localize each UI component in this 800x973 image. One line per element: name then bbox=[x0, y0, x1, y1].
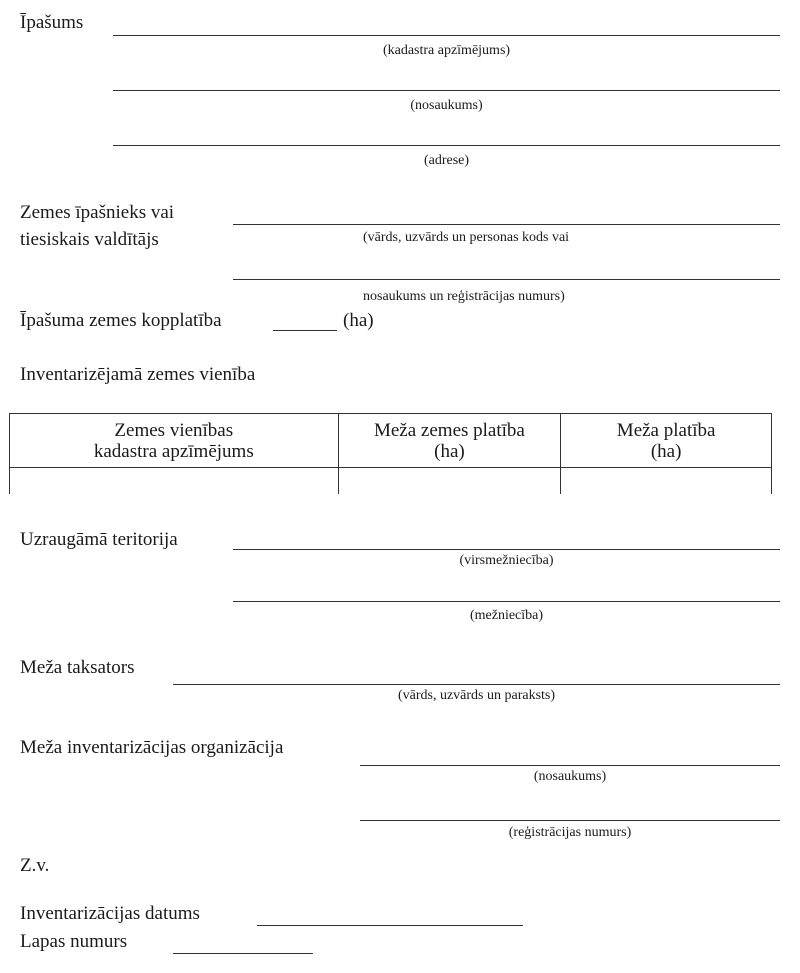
table-cell-forest-land-area[interactable] bbox=[338, 468, 561, 495]
total-area-unit: (ha) bbox=[343, 310, 374, 331]
property-name-caption: (nosaukums) bbox=[410, 98, 483, 113]
total-area-label: Īpašuma zemes kopplatība bbox=[20, 310, 222, 331]
table-header-row bbox=[10, 414, 772, 468]
territory-label: Uzraugāmā teritorija bbox=[20, 529, 178, 550]
table-cell-forest-area[interactable] bbox=[561, 468, 772, 495]
column-header-line: (ha) bbox=[650, 440, 682, 462]
owner-registration-field[interactable] bbox=[233, 258, 780, 278]
owner-caption2: nosaukums un reģistrācijas numurs) bbox=[363, 289, 565, 304]
organization-label: Meža inventarizācijas organizācija bbox=[20, 737, 284, 758]
taxator-line bbox=[173, 684, 780, 685]
owner-label-line1: Zemes īpašnieks vai bbox=[20, 202, 175, 223]
taxator-field[interactable] bbox=[173, 663, 780, 683]
owner-registration-line bbox=[233, 279, 780, 280]
property-cadastre-line bbox=[113, 35, 780, 36]
total-area-line bbox=[273, 330, 337, 331]
page-number-field[interactable] bbox=[173, 932, 313, 952]
territory-caption1: (virsmežniecība) bbox=[459, 553, 554, 568]
territory-forestry-line bbox=[233, 601, 780, 602]
owner-name-line bbox=[233, 224, 780, 225]
owner-caption1: (vārds, uzvārds un personas kods vai bbox=[363, 230, 570, 245]
territory-main-forestry-field[interactable] bbox=[233, 528, 780, 548]
territory-main-forestry-line bbox=[233, 549, 780, 550]
property-label: Īpašums bbox=[20, 12, 84, 33]
organization-registration-line bbox=[360, 820, 780, 821]
territory-caption2: (mežniecība) bbox=[469, 608, 544, 623]
property-address-caption: (adrese) bbox=[423, 153, 470, 168]
date-line bbox=[257, 925, 523, 926]
property-address-field[interactable] bbox=[113, 124, 780, 144]
organization-registration-field[interactable] bbox=[360, 799, 780, 819]
property-name-line bbox=[113, 90, 780, 91]
owner-name-field[interactable] bbox=[233, 203, 780, 223]
land-unit-table bbox=[9, 413, 772, 494]
land-unit-label: Inventarizējamā zemes vienība bbox=[20, 364, 256, 385]
stamp-label: Z.v. bbox=[20, 855, 50, 876]
column-header-forest-land-area bbox=[338, 414, 561, 468]
property-name-field[interactable] bbox=[113, 69, 780, 89]
column-header-line: Zemes vienības bbox=[114, 419, 234, 441]
column-header-cadastre bbox=[10, 414, 339, 468]
property-address-line bbox=[113, 145, 780, 146]
organization-name-field[interactable] bbox=[360, 744, 780, 764]
owner-label-line2: tiesiskais valdītājs bbox=[20, 229, 159, 250]
page-number-line bbox=[173, 953, 313, 954]
territory-forestry-field[interactable] bbox=[233, 580, 780, 600]
page-number-label: Lapas numurs bbox=[20, 931, 128, 952]
table-row bbox=[10, 468, 772, 495]
date-label: Inventarizācijas datums bbox=[20, 903, 200, 924]
column-header-line: Meža zemes platība bbox=[373, 419, 525, 441]
property-cadastre-caption: (kadastra apzīmējums) bbox=[382, 43, 511, 58]
taxator-caption: (vārds, uzvārds un paraksts) bbox=[397, 688, 556, 703]
date-field[interactable] bbox=[257, 904, 523, 924]
taxator-label: Meža taksators bbox=[20, 657, 135, 678]
column-header-line: (ha) bbox=[434, 440, 465, 462]
organization-caption2: (reģistrācijas numurs) bbox=[508, 825, 632, 840]
property-cadastre-field[interactable] bbox=[113, 14, 780, 34]
total-area-field[interactable] bbox=[273, 310, 337, 330]
table-cell-cadastre[interactable] bbox=[10, 468, 339, 495]
organization-name-line bbox=[360, 765, 780, 766]
organization-caption1: (nosaukums) bbox=[533, 769, 607, 784]
column-header-line: Meža platība bbox=[616, 419, 716, 441]
column-header-line: kadastra apzīmējums bbox=[93, 440, 254, 462]
column-header-forest-area bbox=[561, 414, 772, 468]
